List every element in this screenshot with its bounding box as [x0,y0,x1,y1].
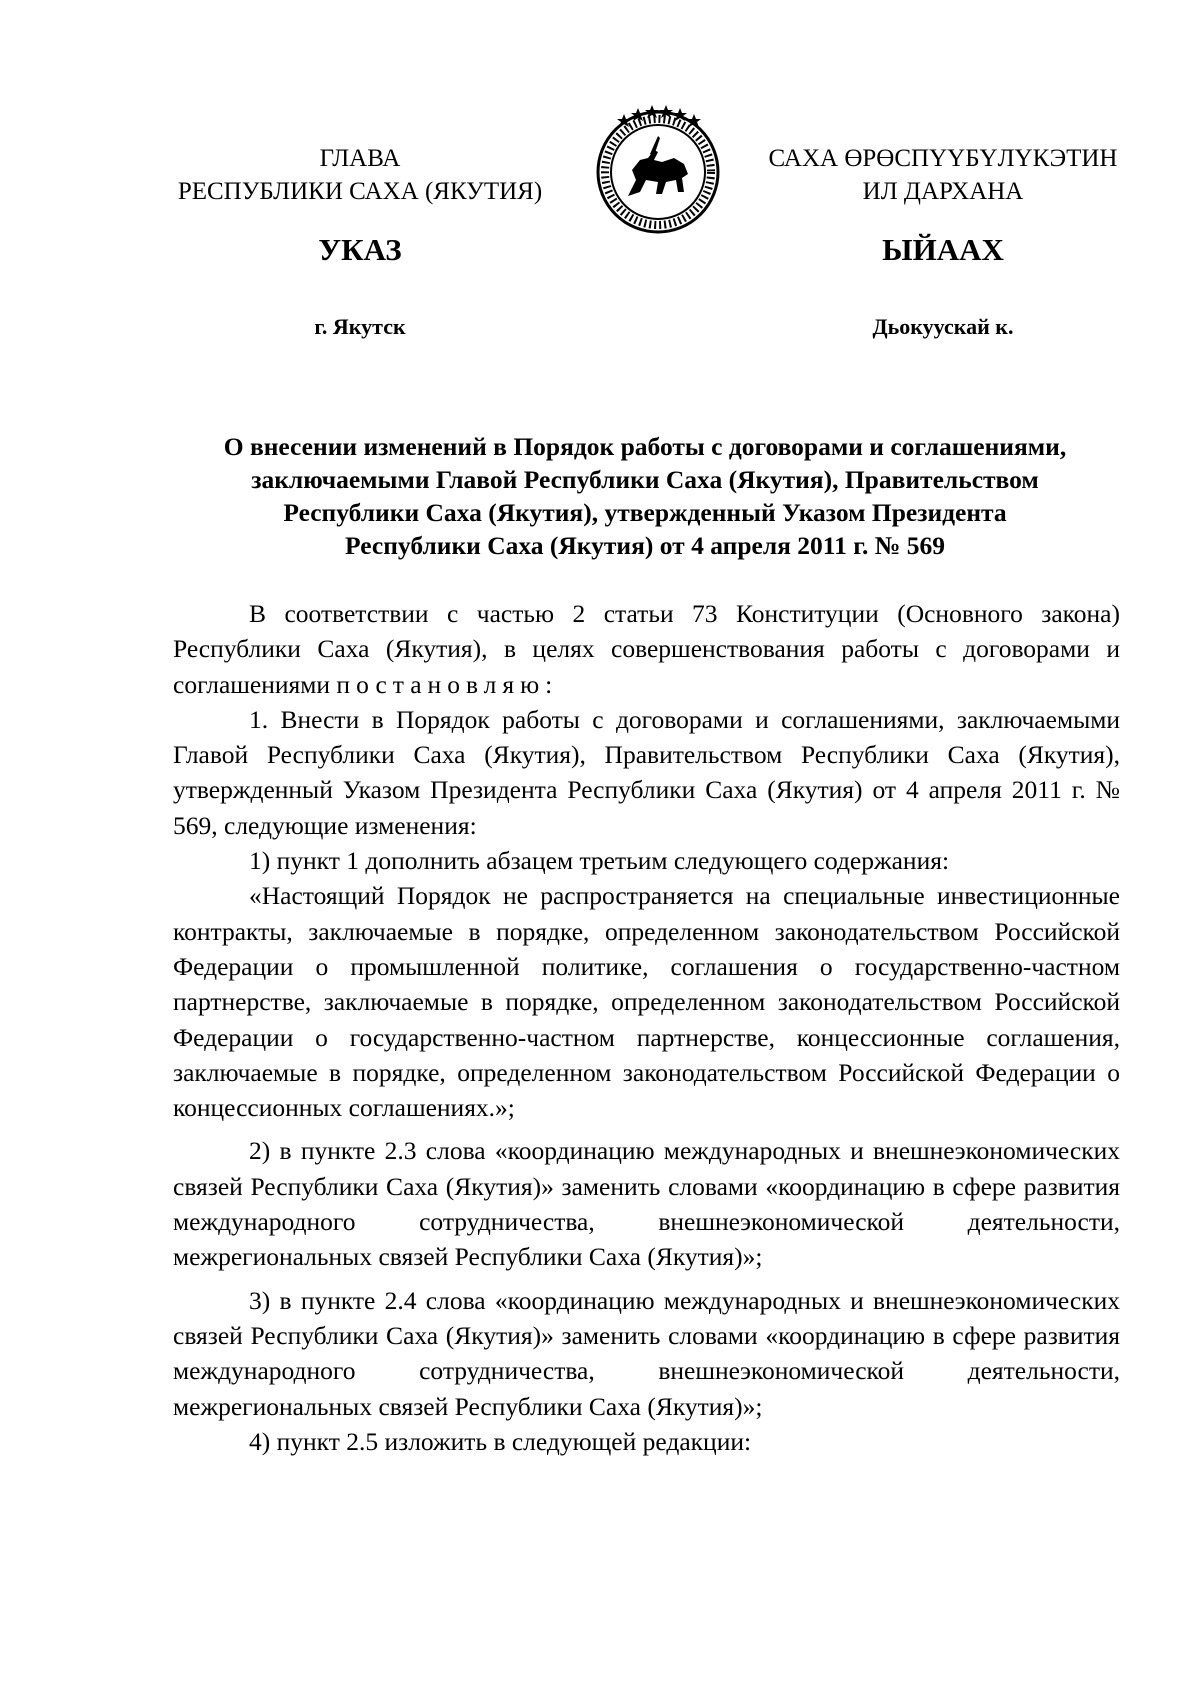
preamble-paragraph [173,596,1120,702]
title-line-3: Республики Саха (Якутия), утвержденный Указом Президента [283,498,1007,527]
subitem-4-paragraph: 4) пункт 2.5 изложить в следующей редакции: [249,1426,752,1456]
title-line-4: Республики Саха (Якутия) от 4 апреля 2011 г. № 569 [345,531,945,560]
sakha-coat-of-arms-icon [588,100,728,240]
document-type-russian: УКАЗ [318,232,402,267]
issuer-line-2-yakut: ИЛ ДАРХАНА [862,178,1024,205]
resolve-word: постановляю [336,669,546,699]
title-line-2: заключаемыми Главой Республики Саха (Якутия), Правительством [251,465,1039,494]
issuer-block-yakut [758,142,1128,208]
document-title [170,430,1120,562]
title-line-1: О внесении изменений в Порядок работы с договорами и соглашениями, [223,432,1067,461]
document-type-yakut: ЫЙААХ [882,232,1004,267]
item-1-paragraph: 1. Внести в Порядок работы с договорами и соглашениями, заключаемыми Главой Республики Саха (Якутия), Правительством Республики Саха (Якутия), утвержденный Указом Президента Республики Саха (Якутия) от 4 апреля 2011 г. № 569, следующие изменения: [173,704,1120,840]
issuer-line-2: РЕСПУБЛИКИ САХА (ЯКУТИЯ) [177,178,543,205]
document-body [173,596,1120,1459]
issuer-block-russian [170,142,550,208]
subitem-2-paragraph: 2) в пункте 2.3 слова «координацию международных и внешнеэкономических связей Республики Саха (Якутия)» заменить словами «координацию в сфере развития международного сотрудничества, внешнеэкономической деятельности, межрегиональных связей Республики Саха (Якутия)»; [173,1136,1120,1272]
preamble-text: В соответствии с частью 2 статьи 73 Конституции (Основного закона) Республики Саха (Якутия), в целях совершенствования работы с договорами и соглашениями [173,599,1120,699]
preamble-colon: : [545,669,553,699]
city-russian: г. Якутск [314,314,406,339]
issuer-line-1-yakut: САХА ӨРӨСПҮҮБҮЛҮКЭТИН [768,145,1118,172]
subitem-3-paragraph: 3) в пункте 2.4 слова «координацию международных и внешнеэкономических связей Республики Саха (Якутия)» заменить словами «координацию в сфере развития международного сотрудничества, внешнеэкономической деятельности, межрегиональных связей Республики Саха (Якутия)»; [173,1285,1120,1421]
quoted-paragraph: «Настоящий Порядок не распространяется на специальные инвестиционные контракты, заключаемые в порядке, определенном законодательством Российской Федерации о промышленной политике, соглашения о государственно-частном партнерстве, заключаемые в порядке, определенном законодательством Российской Федерации о государственно-частном партнерстве, концессионные соглашения, заключаемые в порядке, определенном законодательством Российской Федерации о концессионных соглашениях.»; [173,881,1120,1123]
subitem-1-paragraph: 1) пункт 1 дополнить абзацем третьим следующего содержания: [249,846,950,876]
issuer-line-1: ГЛАВА [319,145,401,172]
city-yakut: Дьокуускай к. [872,314,1014,339]
